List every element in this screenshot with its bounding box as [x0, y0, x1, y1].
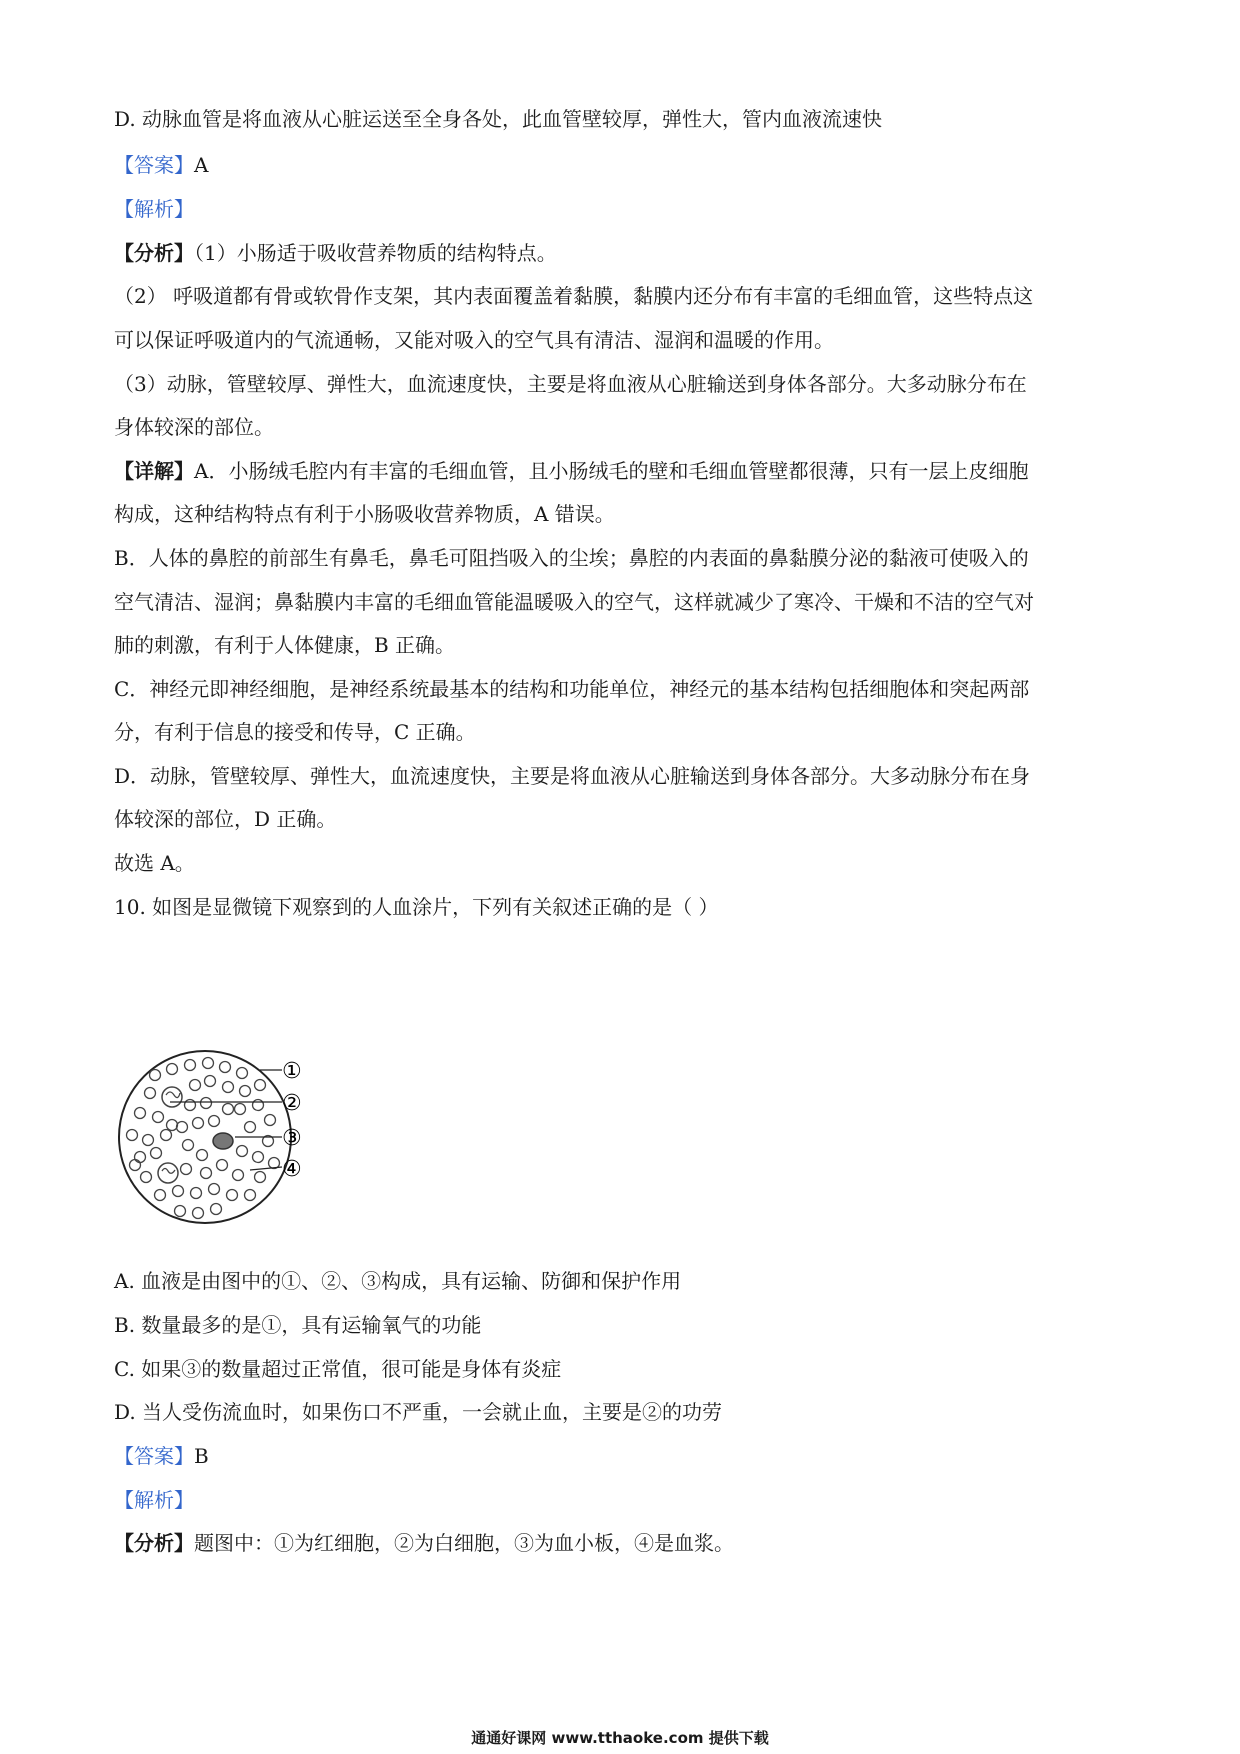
red-blood-cell: [167, 1064, 178, 1075]
fenxi-3-a: （3）动脉，管壁较厚、弹性大，血流速度快，主要是将血液从心脏输送到身体各部分。大多动脉分布在: [114, 372, 1027, 396]
red-blood-cell: [127, 1130, 138, 1141]
detail-d-1: D．动脉，管壁较厚、弹性大，血流速度快，主要是将血液从心脏输送到身体各部分。大多动脉分布在身: [114, 764, 1031, 788]
red-blood-cell: [211, 1204, 222, 1215]
red-blood-cell: [167, 1120, 178, 1131]
red-blood-cell: [209, 1184, 220, 1195]
answer-value: A: [194, 153, 209, 177]
red-blood-cell: [233, 1170, 244, 1181]
red-blood-cell: [181, 1164, 192, 1175]
fenxi-label-10: 【分析】: [114, 1531, 194, 1555]
conclusion: 故选 A。: [114, 851, 195, 875]
detail-b-3: 肺的刺激，有利于人体健康，B 正确。: [114, 633, 456, 657]
red-blood-cell: [237, 1068, 248, 1079]
red-blood-cell: [237, 1146, 248, 1157]
detail-a-1-text: A．小肠绒毛腔内有丰富的毛细血管，且小肠绒毛的壁和毛细血管壁都很薄，只有一层上皮细胞: [194, 459, 1029, 483]
answer-line-10: [114, 1442, 209, 1470]
fenxi-label: 【分析】: [114, 241, 194, 265]
red-blood-cell: [223, 1082, 234, 1093]
option-a: A. 血液是由图中的①、②、③构成，具有运输、防御和保护作用: [114, 1269, 682, 1293]
red-blood-cell: [205, 1076, 216, 1087]
answer-line-prev: [114, 151, 208, 179]
red-blood-cell: [135, 1152, 146, 1163]
detail-b-1: B．人体的鼻腔的前部生有鼻毛，鼻毛可阻挡吸入的尘埃；鼻腔的内表面的鼻黏膜分泌的黏液可使吸入的: [114, 546, 1029, 570]
fenxi-3-b: 身体较深的部位。: [114, 415, 274, 439]
red-blood-cell: [155, 1190, 166, 1201]
red-blood-cell: [255, 1172, 266, 1183]
fenxi-1-text: （1）小肠适于吸收营养物质的结构特点。: [194, 241, 557, 265]
answer-label-10: 【答案】: [114, 1444, 194, 1468]
option-b: B. 数量最多的是①，具有运输氧气的功能: [114, 1313, 482, 1337]
red-blood-cell: [185, 1100, 196, 1111]
red-blood-cell: [203, 1058, 214, 1069]
detail-a-2: 构成，这种结构特点有利于小肠吸收营养物质，A 错误。: [114, 502, 615, 526]
red-blood-cell: [175, 1206, 186, 1217]
fenxi-10-text: 题图中：①为红细胞，②为白细胞，③为血小板，④是血浆。: [194, 1531, 734, 1555]
white-blood-cell-2: [158, 1163, 178, 1183]
red-blood-cell: [253, 1100, 264, 1111]
red-blood-cell: [183, 1140, 194, 1151]
option-d-prev: D. 动脉血管是将血液从心脏运送至全身各处，此血管壁较厚，弹性大，管内血液流速快: [114, 107, 883, 131]
white-blood-cell-1: [162, 1087, 182, 1107]
detail-c-2: 分，有利于信息的接受和传导，C 正确。: [114, 720, 476, 744]
red-blood-cell: [197, 1150, 208, 1161]
question-10-stem: 10. 如图是显微镜下观察到的人血涂片，下列有关叙述正确的是（ ）: [114, 895, 719, 919]
option-d: D. 当人受伤流血时，如果伤口不严重，一会就止血，主要是②的功劳: [114, 1400, 723, 1424]
red-blood-cell: [161, 1130, 172, 1141]
red-blood-cell: [245, 1122, 256, 1133]
red-blood-cell: [220, 1062, 231, 1073]
leader-line-4: [250, 1167, 282, 1170]
red-blood-cell: [193, 1208, 204, 1219]
red-blood-cell: [240, 1086, 251, 1097]
red-blood-cell: [145, 1088, 156, 1099]
label-4: ④: [282, 1157, 302, 1182]
red-blood-cell: [185, 1060, 196, 1071]
answer-value-10: B: [194, 1444, 209, 1468]
red-blood-cell: [193, 1118, 204, 1129]
blood-smear-diagram: [110, 1045, 340, 1230]
red-blood-cell: [201, 1098, 212, 1109]
red-blood-cell: [173, 1186, 184, 1197]
footer-watermark: 通通好课网 www.tthaoke.com 提供下载: [471, 1729, 769, 1747]
red-blood-cell: [190, 1080, 201, 1091]
red-blood-cell: [265, 1115, 276, 1126]
red-blood-cell: [191, 1188, 202, 1199]
analysis-label-10: 【解析】: [114, 1488, 194, 1512]
answer-label: 【答案】: [114, 153, 194, 177]
fenxi-2-b: 可以保证呼吸道内的气流通畅，又能对吸入的空气具有清洁、湿润和温暖的作用。: [114, 328, 834, 352]
red-blood-cell: [227, 1190, 238, 1201]
red-blood-cell: [130, 1160, 141, 1171]
red-blood-cell: [223, 1104, 234, 1115]
option-c: C. 如果③的数量超过正常值，很可能是身体有炎症: [114, 1357, 562, 1381]
red-blood-cell: [235, 1104, 246, 1115]
fenxi-10: [114, 1529, 734, 1557]
red-blood-cell: [255, 1080, 266, 1091]
red-blood-cell: [153, 1112, 164, 1123]
fenxi-1: [114, 239, 557, 267]
red-blood-cell: [141, 1172, 152, 1183]
detail-c-1: C．神经元即神经细胞，是神经系统最基本的结构和功能单位，神经元的基本结构包括细胞体和突起两部: [114, 677, 1030, 701]
detail-a-1: [114, 457, 1028, 485]
white-blood-cell-3: [213, 1133, 233, 1149]
red-blood-cells: [127, 1058, 280, 1219]
detail-label: 【详解】: [114, 459, 194, 483]
red-blood-cell: [135, 1108, 146, 1119]
fenxi-2-a: （2） 呼吸道都有骨或软骨作支架，其内表面覆盖着黏膜，黏膜内还分布有丰富的毛细血管，这些特点这: [114, 284, 1034, 308]
red-blood-cell: [177, 1122, 188, 1133]
red-blood-cell: [209, 1116, 220, 1127]
detail-d-2: 体较深的部位，D 正确。: [114, 807, 337, 831]
label-2: ②: [282, 1091, 302, 1116]
label-1: ①: [282, 1059, 302, 1084]
analysis-label-prev: 【解析】: [114, 197, 194, 221]
detail-b-2: 空气清洁、湿润；鼻黏膜内丰富的毛细血管能温暖吸入的空气，这样就减少了寒冷、干燥和不洁的空气对: [114, 590, 1034, 614]
red-blood-cell: [217, 1160, 228, 1171]
red-blood-cell: [150, 1070, 161, 1081]
red-blood-cell: [143, 1135, 154, 1146]
red-blood-cell: [201, 1168, 212, 1179]
red-blood-cell: [253, 1152, 264, 1163]
red-blood-cell: [151, 1148, 162, 1159]
label-3: ③: [282, 1126, 302, 1151]
red-blood-cell: [245, 1190, 256, 1201]
